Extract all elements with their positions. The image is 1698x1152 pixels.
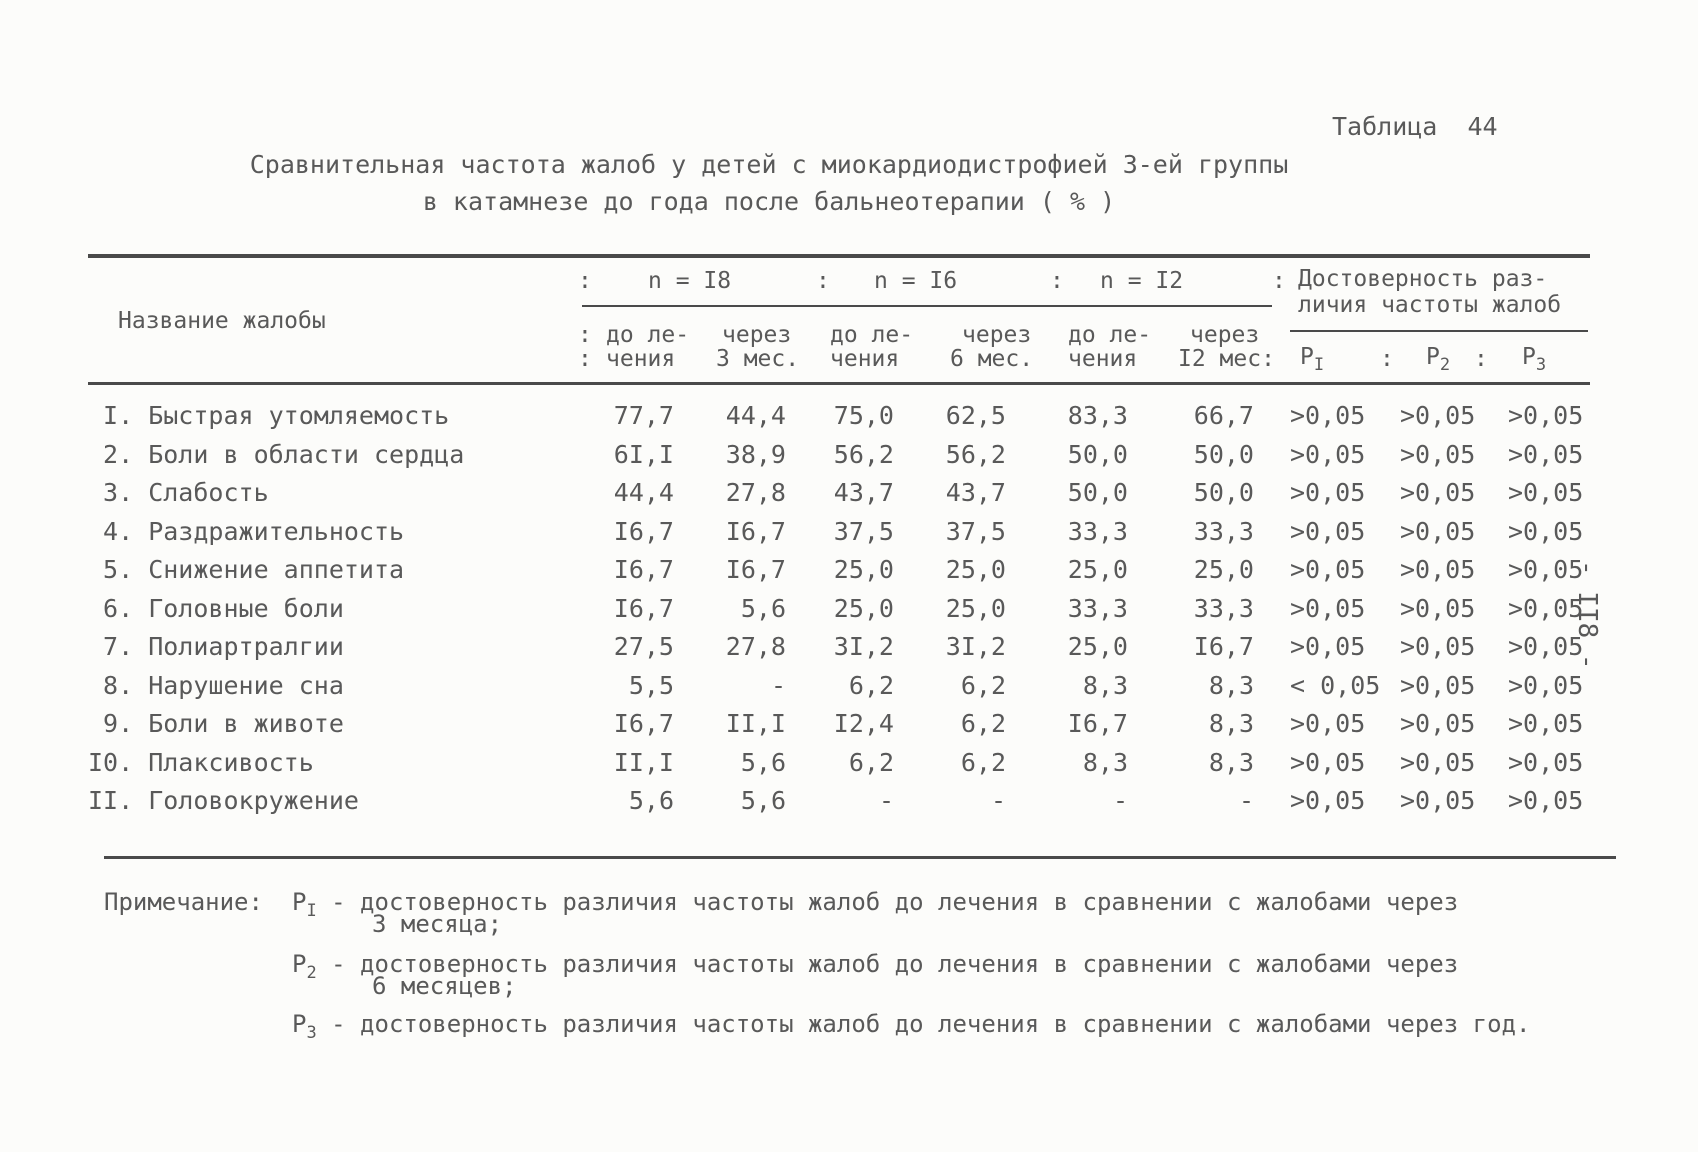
complaint-name: 2. Боли в области сердца	[88, 439, 465, 469]
frequency-cell: 75,0	[833, 401, 894, 430]
frequency-cell: 3I,2	[945, 632, 1006, 661]
p-value-cell: >0,05	[1508, 555, 1584, 584]
header-bottom-rule	[88, 382, 1590, 385]
table-row	[88, 401, 1628, 440]
table-row	[88, 709, 1628, 748]
frequency-cell: 77,7	[613, 401, 674, 430]
note-p2: $P_2$ - достоверность различия частоты жалоб до лечения в сравнении с жалобами через	[292, 950, 1459, 983]
p-value-cell: >0,05	[1400, 593, 1476, 623]
p-value-cell: >0,05	[1400, 632, 1476, 661]
p-value-cell: >0,05	[1508, 439, 1584, 469]
header-separator: :	[816, 268, 830, 294]
group-rule	[582, 305, 1272, 307]
p-value-cell: >0,05	[1290, 786, 1366, 815]
frequency-cell: 6,2	[960, 747, 1006, 777]
frequency-cell: 33,3	[1193, 516, 1254, 546]
frequency-cell: 44,4	[613, 478, 674, 507]
subheader-12-months: I2 мес:	[1178, 346, 1275, 372]
table-row	[88, 671, 1628, 710]
frequency-cell: 43,7	[833, 478, 894, 507]
group-header-2: n = I6	[874, 268, 958, 294]
frequency-cell: 3I,2	[833, 632, 894, 661]
header-separator: :	[578, 322, 592, 348]
p-value-cell: >0,05	[1508, 516, 1584, 546]
frequency-cell: -	[770, 670, 786, 700]
header-separator: :	[1474, 346, 1488, 372]
frequency-cell: 27,8	[725, 632, 786, 661]
complaint-name: II. Головокружение	[88, 786, 359, 815]
group-header-3: n = I2	[1100, 268, 1184, 294]
frequency-cell: 50,0	[1193, 439, 1254, 469]
complaint-name: 8. Нарушение сна	[88, 670, 344, 700]
name-column-header: Название жалобы	[118, 308, 326, 334]
frequency-cell: I6,7	[613, 555, 674, 584]
frequency-cell: I6,7	[613, 516, 674, 546]
frequency-cell: 25,0	[833, 593, 894, 623]
frequency-cell: 33,3	[1067, 516, 1128, 546]
p-value-cell: >0,05	[1400, 670, 1476, 700]
frequency-cell: 8,3	[1082, 670, 1128, 700]
table-row	[88, 594, 1628, 633]
frequency-cell: 50,0	[1067, 439, 1128, 469]
frequency-cell: 5,5	[628, 670, 674, 700]
frequency-cell: 83,3	[1067, 401, 1128, 430]
table-row	[88, 748, 1628, 787]
reliability-header-line2: личия частоты жалоб	[1298, 292, 1562, 318]
subheader-3-months: 3 мес.	[716, 346, 800, 372]
p-value-cell: >0,05	[1400, 516, 1476, 546]
p-value-cell: >0,05	[1508, 593, 1584, 623]
p-value-cell: >0,05	[1290, 632, 1366, 661]
p-value-cell: >0,05	[1400, 786, 1476, 815]
subheader-before-1b: чения	[606, 346, 676, 372]
frequency-cell: 50,0	[1193, 478, 1254, 507]
table-row	[88, 517, 1628, 556]
frequency-cell: 66,7	[1193, 401, 1254, 430]
p-value-cell: >0,05	[1290, 478, 1366, 507]
p-value-cell: >0,05	[1400, 555, 1476, 584]
note-p2-cont: 6 месяцев;	[372, 972, 517, 1000]
top-rule	[88, 254, 1590, 258]
frequency-cell: 27,5	[613, 632, 674, 661]
frequency-cell: 33,3	[1193, 593, 1254, 623]
frequency-cell: 5,6	[740, 786, 786, 815]
frequency-cell: 6I,I	[613, 439, 674, 469]
p2-header: $P_2$	[1426, 344, 1451, 375]
complaint-name: 7. Полиартралгии	[88, 632, 344, 661]
p-value-cell: >0,05	[1290, 709, 1366, 738]
subheader-after-2: через	[962, 322, 1032, 348]
frequency-cell: 38,9	[725, 439, 786, 469]
frequency-cell: 5,6	[740, 747, 786, 777]
p-value-cell: >0,05	[1508, 709, 1584, 738]
table-label: Таблица 44	[1332, 112, 1498, 141]
note-p1: $P_I$ - достоверность различия частоты жалоб до лечения в сравнении с жалобами через	[292, 888, 1459, 921]
p-value-cell: >0,05	[1508, 786, 1584, 815]
frequency-cell: 25,0	[945, 555, 1006, 584]
frequency-cell: 27,8	[725, 478, 786, 507]
frequency-cell: 6,2	[848, 670, 894, 700]
frequency-cell: 5,6	[740, 593, 786, 623]
frequency-cell: II,I	[725, 709, 786, 738]
frequency-cell: 8,3	[1082, 747, 1128, 777]
frequency-cell: I6,7	[613, 709, 674, 738]
frequency-cell: I6,7	[1067, 709, 1128, 738]
p-value-cell: >0,05	[1290, 516, 1366, 546]
frequency-cell: 25,0	[945, 593, 1006, 623]
header-separator: :	[1050, 268, 1064, 294]
frequency-cell: 25,0	[1067, 632, 1128, 661]
header-separator: :	[578, 346, 592, 372]
reliability-rule	[1290, 330, 1588, 332]
p-value-cell: >0,05	[1290, 747, 1366, 777]
table-title-line1: Сравнительная частота жалоб у детей с миокардиодистрофией 3-ей группы	[249, 150, 1289, 179]
frequency-cell: II,I	[613, 747, 674, 777]
note-p3: $P_3$ - достоверность различия частоты жалоб до лечения в сравнении с жалобами через год.	[292, 1010, 1531, 1043]
subheader-before-2b: чения	[830, 346, 900, 372]
frequency-cell: 6,2	[848, 747, 894, 777]
complaint-name: 5. Снижение аппетита	[88, 555, 405, 584]
p-value-cell: >0,05	[1290, 555, 1366, 584]
p-value-cell: >0,05	[1290, 439, 1366, 469]
frequency-cell: -	[878, 786, 894, 815]
frequency-cell: 6,2	[960, 670, 1006, 700]
table-row	[88, 478, 1628, 517]
subheader-before-1: до ле-	[606, 322, 690, 348]
header-separator: :	[1380, 346, 1394, 372]
p-value-cell: >0,05	[1508, 670, 1584, 700]
p-value-cell: >0,05	[1400, 747, 1476, 777]
group-header-1: n = I8	[648, 268, 732, 294]
p-value-cell: >0,05	[1400, 478, 1476, 507]
frequency-cell: I6,7	[725, 516, 786, 546]
frequency-cell: 37,5	[945, 516, 1006, 546]
frequency-cell: 56,2	[833, 439, 894, 469]
subheader-6-months: 6 мес.	[950, 346, 1034, 372]
frequency-cell: I6,7	[1193, 632, 1254, 661]
p1-header: $P_I$	[1300, 344, 1325, 375]
header-separator: :	[578, 268, 592, 294]
frequency-cell: 62,5	[945, 401, 1006, 430]
p-value-cell: < 0,05	[1290, 670, 1381, 700]
frequency-cell: 33,3	[1067, 593, 1128, 623]
p-value-cell: >0,05	[1508, 478, 1584, 507]
p-value-cell: >0,05	[1290, 593, 1366, 623]
frequency-cell: 8,3	[1208, 709, 1254, 738]
header-separator: :	[1272, 268, 1286, 294]
frequency-cell: I6,7	[613, 593, 674, 623]
note-lead: Примечание:	[104, 888, 263, 916]
subheader-before-3b: чения	[1068, 346, 1138, 372]
table-row	[88, 786, 1628, 825]
page-number: - II8 -	[1572, 560, 1602, 670]
frequency-cell: 8,3	[1208, 670, 1254, 700]
subheader-before-3: до ле-	[1068, 322, 1152, 348]
p-value-cell: >0,05	[1400, 709, 1476, 738]
frequency-cell: I6,7	[725, 555, 786, 584]
p-value-cell: >0,05	[1290, 401, 1366, 430]
frequency-cell: -	[990, 786, 1006, 815]
table-body	[88, 401, 1628, 825]
frequency-cell: 6,2	[960, 709, 1006, 738]
reliability-header-line1: Достоверность раз-	[1298, 266, 1548, 292]
p-value-cell: >0,05	[1400, 401, 1476, 430]
p3-header: $P_3$	[1522, 344, 1547, 375]
subheader-after-3: через	[1190, 322, 1260, 348]
table-row	[88, 632, 1628, 671]
complaint-name: I0. Плаксивость	[88, 747, 314, 777]
table-row	[88, 440, 1628, 479]
frequency-cell: 25,0	[1193, 555, 1254, 584]
frequency-cell: 37,5	[833, 516, 894, 546]
note-p1-cont: 3 месяца;	[372, 910, 503, 938]
subheader-before-2: до ле-	[830, 322, 914, 348]
p-value-cell: >0,05	[1508, 632, 1584, 661]
complaint-name: 3. Слабость	[88, 478, 269, 507]
frequency-cell: 56,2	[945, 439, 1006, 469]
frequency-cell: 44,4	[725, 401, 786, 430]
frequency-cell: I2,4	[833, 709, 894, 738]
frequency-cell: 25,0	[833, 555, 894, 584]
table-title-line2: в катамнезе до года после бальнеотерапии ( % )	[422, 187, 1116, 216]
complaint-name: I. Быстрая утомляемость	[88, 401, 450, 430]
p-value-cell: >0,05	[1400, 439, 1476, 469]
complaint-name: 9. Боли в животе	[88, 709, 344, 738]
table-row	[88, 555, 1628, 594]
bottom-rule	[104, 856, 1616, 859]
frequency-cell: 43,7	[945, 478, 1006, 507]
complaint-name: 4. Раздражительность	[88, 516, 405, 546]
subheader-after-1: через	[722, 322, 792, 348]
frequency-cell: 50,0	[1067, 478, 1128, 507]
p-value-cell: >0,05	[1508, 747, 1584, 777]
frequency-cell: 5,6	[628, 786, 674, 815]
frequency-cell: 25,0	[1067, 555, 1128, 584]
frequency-cell: -	[1112, 786, 1128, 815]
frequency-cell: -	[1238, 786, 1254, 815]
p-value-cell: >0,05	[1508, 401, 1584, 430]
frequency-cell: 8,3	[1208, 747, 1254, 777]
complaint-name: 6. Головные боли	[88, 593, 344, 623]
